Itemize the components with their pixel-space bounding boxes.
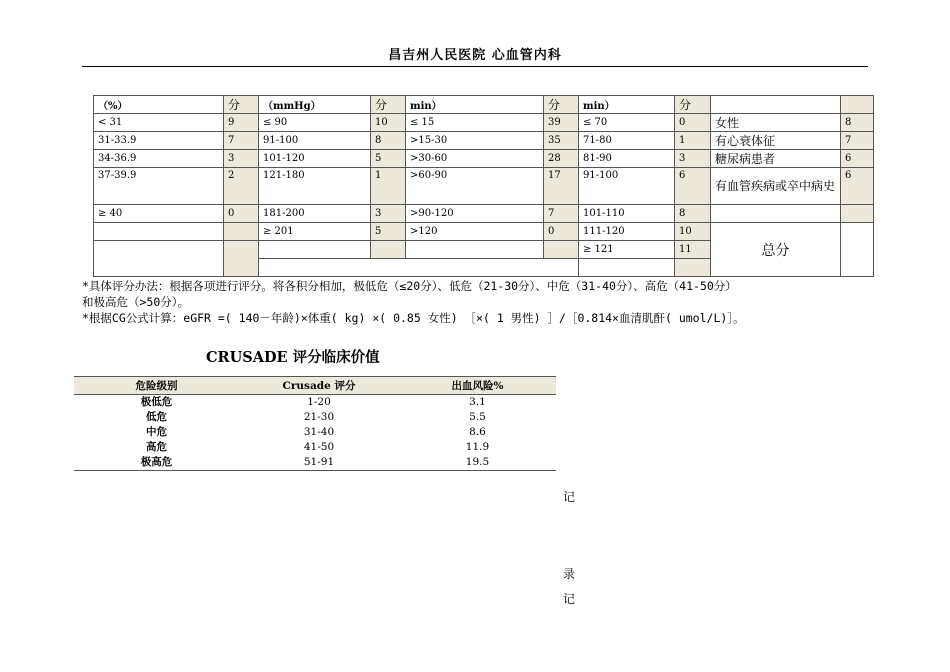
factor-cell bbox=[711, 205, 841, 223]
points-header: 分 bbox=[224, 96, 259, 114]
score-row bbox=[94, 150, 874, 168]
points-cell: 8 bbox=[675, 205, 711, 223]
factor-points-cell bbox=[841, 205, 874, 223]
hr-cell: 111-120 bbox=[579, 223, 675, 241]
hct-cell: < 31 bbox=[94, 114, 224, 132]
crcl-cell bbox=[406, 241, 544, 259]
bleeding-risk-cell: 11.9 bbox=[465, 441, 490, 453]
points-cell: 1 bbox=[371, 168, 406, 205]
points-cell: 5 bbox=[371, 150, 406, 168]
risk-row bbox=[74, 410, 556, 425]
points-cell: 10 bbox=[371, 114, 406, 132]
bleeding-risk-cell: 3.1 bbox=[469, 396, 486, 408]
factor-points-cell: 8 bbox=[841, 114, 874, 132]
factor-points-cell: 6 bbox=[841, 150, 874, 168]
factor-cell: 有心衰体征 bbox=[711, 132, 841, 150]
side-label: 记 bbox=[563, 490, 576, 504]
hct-header: （%） bbox=[94, 96, 224, 114]
note-line: *根据CG公式计算：eGFR =( 140－年龄)×体重( kg) ×( 0.85 女性) ［×( 1 男性) ］/［0.814×血清肌酐( umol/L)］。 bbox=[82, 311, 745, 325]
total-score-label: 总分 bbox=[711, 223, 841, 277]
points-cell: 28 bbox=[544, 150, 579, 168]
risk-row bbox=[74, 440, 556, 455]
points-cell: 3 bbox=[224, 150, 259, 168]
sbp-cell bbox=[259, 241, 371, 259]
points-header: 分 bbox=[675, 96, 711, 114]
scoring-notes bbox=[82, 278, 882, 326]
score-row bbox=[94, 168, 874, 205]
points-header: 分 bbox=[371, 96, 406, 114]
sbp-header: （mmHg） bbox=[259, 96, 371, 114]
note-line: 和极高危（>50分）。 bbox=[82, 295, 190, 309]
factor-header bbox=[711, 96, 841, 114]
total-score-value bbox=[841, 223, 874, 277]
risk-row bbox=[74, 425, 556, 440]
points-cell bbox=[224, 241, 259, 277]
points-cell: 3 bbox=[371, 205, 406, 223]
sbp-cell: 181-200 bbox=[259, 205, 371, 223]
points-cell: 2 bbox=[224, 168, 259, 205]
risk-level-cell: 极高危 bbox=[74, 455, 239, 471]
score-range-cell: 21-30 bbox=[303, 411, 335, 423]
factor-points-header bbox=[841, 96, 874, 114]
bleeding-risk-cell: 19.5 bbox=[399, 455, 556, 471]
hct-cell bbox=[94, 223, 224, 241]
score-range-cell: 31-40 bbox=[303, 426, 335, 438]
score-row bbox=[94, 223, 874, 241]
side-label: 录 bbox=[563, 567, 576, 581]
side-label: 记 bbox=[563, 592, 576, 606]
hct-cell: 34-36.9 bbox=[94, 150, 224, 168]
factor-points-cell: 7 bbox=[841, 132, 874, 150]
points-cell: 10 bbox=[675, 223, 711, 241]
crcl-cell: ≤ 15 bbox=[406, 114, 544, 132]
score-header-row bbox=[94, 96, 874, 114]
bleeding-risk-cell: 8.6 bbox=[469, 426, 486, 438]
risk-row bbox=[74, 455, 556, 471]
crusade-score-table bbox=[93, 95, 874, 277]
crusade-risk-table bbox=[74, 376, 556, 471]
points-cell: 7 bbox=[544, 205, 579, 223]
factor-cell: 糖尿病患者 bbox=[711, 150, 841, 168]
points-cell: 0 bbox=[544, 223, 579, 241]
blank-cell bbox=[259, 259, 579, 277]
crcl-cell: >30-60 bbox=[406, 150, 544, 168]
sbp-cell: 121-180 bbox=[259, 168, 371, 205]
risk-level-cell: 极低危 bbox=[140, 396, 173, 408]
hct-cell: ≥ 40 bbox=[94, 205, 224, 223]
risk-row bbox=[74, 395, 556, 411]
points-cell bbox=[675, 259, 711, 277]
points-cell bbox=[371, 241, 406, 259]
points-cell: 5 bbox=[371, 223, 406, 241]
sbp-cell: ≤ 90 bbox=[259, 114, 371, 132]
crcl-cell: >60-90 bbox=[406, 168, 544, 205]
hr-cell: ≤ 70 bbox=[579, 114, 675, 132]
points-cell: 17 bbox=[544, 168, 579, 205]
points-cell: 7 bbox=[224, 132, 259, 150]
score-range-cell: 1-20 bbox=[307, 396, 331, 408]
hr-header: min） bbox=[579, 96, 675, 114]
score-row bbox=[94, 132, 874, 150]
risk-level-cell: 中危 bbox=[146, 426, 167, 438]
points-cell: 0 bbox=[675, 114, 711, 132]
hr-cell: 101-110 bbox=[579, 205, 675, 223]
risk-level-header: 危险级别 bbox=[74, 377, 239, 395]
hct-cell: 31-33.9 bbox=[94, 132, 224, 150]
sbp-cell: 101-120 bbox=[259, 150, 371, 168]
note-line: *具体评分办法：根据各项进行评分。将各积分相加，极低危（≤20分）、低危（21-30分）、中危（31-40分）、高危（41-50分） bbox=[82, 279, 737, 293]
risk-level-cell: 高危 bbox=[146, 441, 167, 453]
hr-cell: ≥ 121 bbox=[579, 241, 675, 259]
bleeding-risk-header: 出血风险% bbox=[399, 377, 556, 395]
page-header: 昌吉州人民医院 心血管内科 bbox=[82, 44, 868, 67]
score-range-cell: 51-91 bbox=[239, 455, 399, 471]
sbp-cell: ≥ 201 bbox=[259, 223, 371, 241]
points-cell: 9 bbox=[224, 114, 259, 132]
points-cell: 35 bbox=[544, 132, 579, 150]
crcl-cell: >15-30 bbox=[406, 132, 544, 150]
hr-cell: 71-80 bbox=[579, 132, 675, 150]
bleeding-risk-cell: 5.5 bbox=[469, 411, 486, 423]
score-range-cell: 41-50 bbox=[303, 441, 335, 453]
crcl-cell: >90-120 bbox=[406, 205, 544, 223]
factor-cell: 女性 bbox=[711, 114, 841, 132]
crusade-score-header: Crusade 评分 bbox=[239, 377, 399, 395]
points-cell: 11 bbox=[675, 241, 711, 259]
crcl-header: min） bbox=[406, 96, 544, 114]
score-row bbox=[94, 114, 874, 132]
risk-level-cell: 低危 bbox=[146, 411, 167, 423]
points-cell bbox=[224, 223, 259, 241]
factor-points-cell: 6 bbox=[841, 168, 874, 205]
points-cell: 3 bbox=[675, 150, 711, 168]
score-row bbox=[94, 205, 874, 223]
sbp-cell: 91-100 bbox=[259, 132, 371, 150]
hr-cell bbox=[579, 259, 675, 277]
points-cell: 8 bbox=[371, 132, 406, 150]
hct-cell bbox=[94, 241, 224, 277]
hr-cell: 91-100 bbox=[579, 168, 675, 205]
hct-cell: 37-39.9 bbox=[94, 168, 224, 205]
risk-header-row bbox=[74, 377, 556, 395]
points-cell: 6 bbox=[675, 168, 711, 205]
points-cell: 1 bbox=[675, 132, 711, 150]
factor-cell: 有血管疾病或卒中病史 bbox=[711, 168, 841, 205]
points-header: 分 bbox=[544, 96, 579, 114]
points-cell bbox=[544, 241, 579, 259]
crcl-cell: >120 bbox=[406, 223, 544, 241]
crusade-title: CRUSADE 评分临床价值 bbox=[206, 349, 380, 366]
points-cell: 0 bbox=[224, 205, 259, 223]
points-cell: 39 bbox=[544, 114, 579, 132]
hr-cell: 81-90 bbox=[579, 150, 675, 168]
